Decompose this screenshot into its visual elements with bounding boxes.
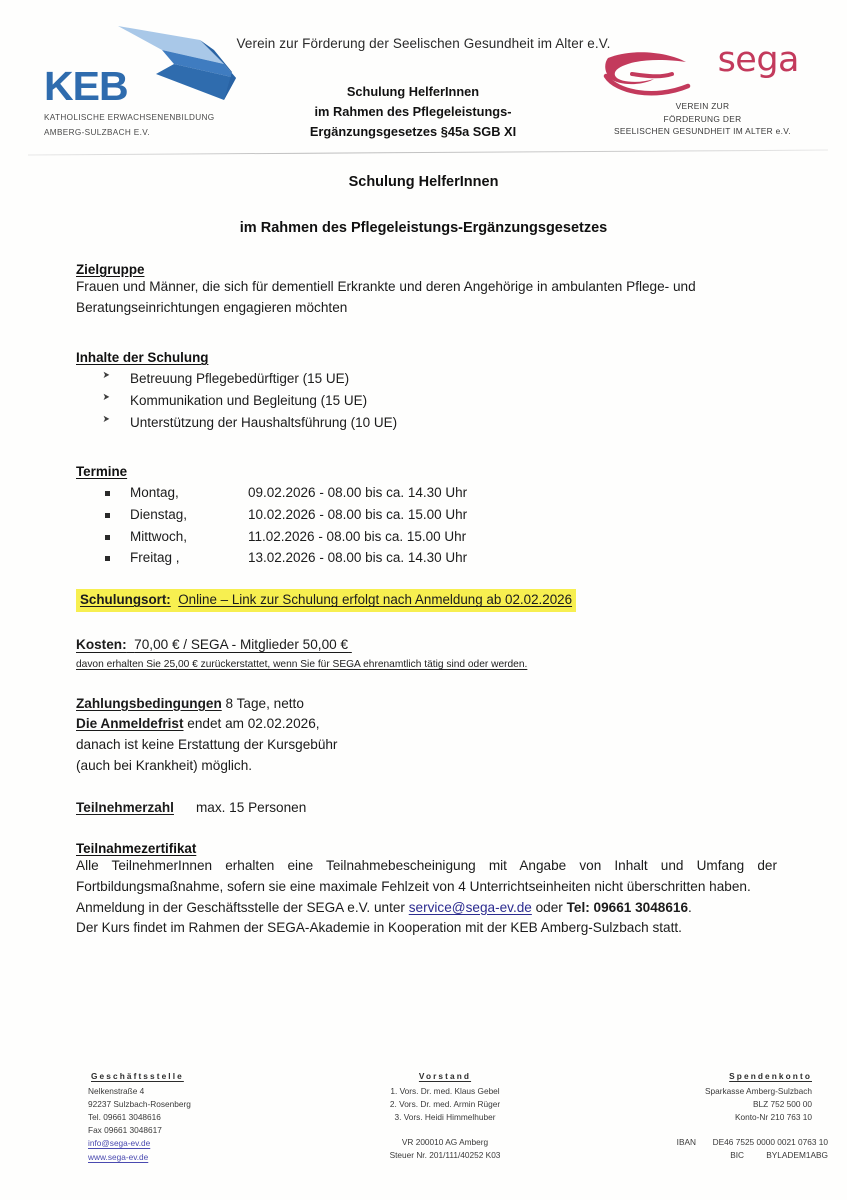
zahlung-value: 8 Tage, netto (225, 695, 304, 711)
association-line: Verein zur Förderung der Seelischen Gesundheit im Alter e.V. (236, 36, 611, 51)
footer-geschaeftsstelle-heading: Geschäftsstelle (91, 1071, 184, 1081)
termine-label: Termine (76, 463, 128, 479)
kosten-line (76, 637, 352, 652)
section-zahlungsbedingungen (76, 694, 777, 777)
header-title-line2: im Rahmen des Pflegeleistungs- (314, 103, 512, 119)
termin-day: Montag, (130, 484, 179, 500)
footer-vorstand-1: 1. Vors. Dr. med. Klaus Gebel (390, 1086, 500, 1097)
footer-spendenkonto-heading: Spendenkonto (729, 1071, 812, 1081)
section-teilnahmezertifikat (76, 841, 777, 939)
sega-subtitle-line1: VEREIN ZUR (675, 101, 730, 111)
document-footer (0, 1062, 847, 1200)
teilnehmerzahl-label: Teilnehmerzahl (76, 800, 174, 816)
anmeldefrist-value: endet am 02.02.2026, (187, 716, 320, 732)
termin-day: Dienstag, (130, 506, 188, 522)
footer-spendenkonto (590, 1070, 828, 1163)
footer-bic-label: BIC (730, 1150, 745, 1161)
header-title-line3: Ergänzungsgesetzes §45a SGB XI (309, 123, 517, 139)
sega-subtitle-line2: FÖRDERUNG DER (663, 113, 742, 124)
footer-address-street: Nelkenstraße 4 (88, 1086, 145, 1097)
zahlung-label: Zahlungsbedingungen (76, 695, 222, 711)
footer-iban-label: IBAN (676, 1137, 697, 1148)
footer-fax: Fax 09661 3048617 (88, 1125, 162, 1136)
keb-logo (44, 52, 244, 139)
list-item (102, 504, 777, 526)
inhalte-list (76, 368, 777, 434)
footer-konto-nr: Konto-Nr 210 763 10 (734, 1112, 812, 1123)
list-item (102, 547, 777, 569)
sega-swirl-icon (602, 46, 714, 98)
section-inhalte (76, 350, 777, 434)
kosten-note: davon erhalten Sie 25,00 € zurückerstattet, wenn Sie für SEGA ehrenamtlich tätig sind oder werden. (76, 658, 528, 670)
footer-spacer (330, 1124, 560, 1136)
kooperation-line: Der Kurs findet im Rahmen der SEGA-Akademie in Kooperation mit der KEB Amberg-Sulzbach statt. (76, 920, 682, 936)
footer-website-link[interactable]: www.sega-ev.de (88, 1151, 149, 1162)
sega-logo (600, 40, 805, 138)
email-link[interactable]: service@sega-ev.de (408, 899, 532, 915)
zielgruppe-text: Frauen und Männer, die sich für dementiell Erkrankte und deren Angehörige in ambulanten Pflege- und Beratungseinrichtungen engagieren möchten (76, 279, 696, 315)
document-heading-1: Schulung HelferInnen (348, 174, 499, 190)
list-item: ➤ Kommunikation und Begleitung (15 UE) (102, 390, 777, 412)
footer-iban-row (590, 1136, 828, 1149)
termine-list (76, 482, 777, 569)
footer-register-number: VR 200010 AG Amberg (401, 1137, 489, 1148)
footer-address-city: 92237 Sulzbach-Rosenberg (88, 1099, 191, 1110)
keb-subtitle-line2: AMBERG-SULZBACH E.V. (44, 127, 150, 137)
section-zielgruppe (76, 262, 777, 318)
footer-bic-row (590, 1149, 828, 1162)
kosten-value: 70,00 € / SEGA - Mitglieder 50,00 € (134, 636, 349, 652)
teilnehmerzahl-value: max. 15 Personen (195, 800, 307, 816)
list-item (102, 482, 777, 504)
header-divider (28, 150, 828, 156)
schulungsort-value: Online – Link zur Schulung erfolgt nach Anmeldung ab 02.02.2026 (178, 592, 573, 608)
sega-subtitle-line3: SEELISCHEN GESUNDHEIT IM ALTER e.V. (614, 126, 791, 137)
document-body (0, 160, 847, 939)
footer-phone: Tel. 09661 3048616 (88, 1112, 161, 1123)
keb-subtitle-line1: KATHOLISCHE ERWACHSENENBILDUNG (44, 113, 215, 122)
inhalte-label: Inhalte der Schulung (76, 350, 209, 366)
anmeldung-prefix: Anmeldung in der Geschäftsstelle der SEGA e.V. unter (76, 899, 409, 915)
kosten-label: Kosten: (76, 636, 127, 652)
document-heading-2: im Rahmen des Pflegeleistungs-Ergänzungsgesetzes (239, 220, 608, 236)
anmeldung-mid: oder (531, 899, 567, 915)
list-item (102, 526, 777, 548)
zahlung-line4: (auch bei Krankheit) möglich. (76, 757, 253, 773)
zertifikat-paragraph: Alle TeilnehmerInnen erhalten eine Teilnahmebescheinigung mit Angabe von Inhalt und Umfang der Fortbildungsmaßnahme, sofern sie eine maximale Fehlzeit von 4 Unterrichtseinheiten nicht überschritten haben. (76, 858, 777, 895)
termin-date: 13.02.2026 - 08.00 bis ca. 14.30 Uhr (248, 550, 468, 566)
footer-email-link[interactable]: info@sega-ev.de (88, 1138, 151, 1149)
termin-day: Mittwoch, (130, 528, 188, 544)
zielgruppe-label: Zielgruppe (76, 262, 145, 277)
section-termine (76, 464, 777, 569)
footer-bic-value: BYLADEM1ABG (766, 1150, 828, 1161)
sega-subtitle (600, 100, 805, 138)
footer-spacer (590, 1124, 828, 1136)
anmeldefrist-label: Die Anmeldefrist (76, 716, 184, 732)
list-item: ➤ Betreuung Pflegebedürftiger (15 UE) (102, 368, 777, 390)
anmeldung-suffix: . (688, 899, 692, 915)
termin-date: 11.02.2026 - 08.00 bis ca. 15.00 Uhr (248, 528, 467, 544)
termin-date: 09.02.2026 - 08.00 bis ca. 14.30 Uhr (248, 484, 468, 500)
footer-blz: BLZ 752 500 00 (752, 1099, 812, 1110)
section-schulungsort (76, 589, 847, 611)
list-item: ➤ Unterstützung der Haushaltsführung (10 UE) (102, 412, 777, 434)
document-header (0, 0, 847, 160)
zertifikat-label: Teilnahmezertifikat (76, 841, 197, 857)
phone-number: Tel: 09661 3048616 (566, 899, 689, 915)
zahlung-line3: danach ist keine Erstattung der Kursgebühr (76, 737, 338, 753)
footer-vorstand-2: 2. Vors. Dr. med. Armin Rüger (389, 1099, 501, 1110)
header-title-line1: Schulung HelferInnen (346, 84, 480, 99)
footer-vorstand-heading: Vorstand (418, 1071, 472, 1081)
footer-vorstand-3: 3. Vors. Heidi Himmelhuber (394, 1112, 496, 1123)
header-course-title (248, 82, 578, 141)
sega-wordmark: sega (717, 40, 799, 80)
schulungsort-label: Schulungsort: (80, 592, 171, 608)
anmeldung-line (76, 898, 777, 919)
footer-geschaeftsstelle (88, 1070, 318, 1164)
termin-date: 10.02.2026 - 08.00 bis ca. 15.00 Uhr (248, 506, 468, 522)
section-teilnehmerzahl (76, 800, 777, 815)
section-kosten (76, 636, 777, 672)
schulungsort-highlight (76, 589, 576, 611)
termin-day: Freitag , (130, 550, 180, 566)
footer-tax-number: Steuer Nr. 201/111/40252 K03 (389, 1150, 501, 1161)
footer-bank-name: Sparkasse Amberg-Sulzbach (705, 1086, 812, 1097)
keb-wordmark: KEB (44, 63, 128, 109)
footer-vorstand (330, 1070, 560, 1163)
footer-iban-value: DE46 7525 0000 0021 0763 10 (712, 1137, 828, 1148)
